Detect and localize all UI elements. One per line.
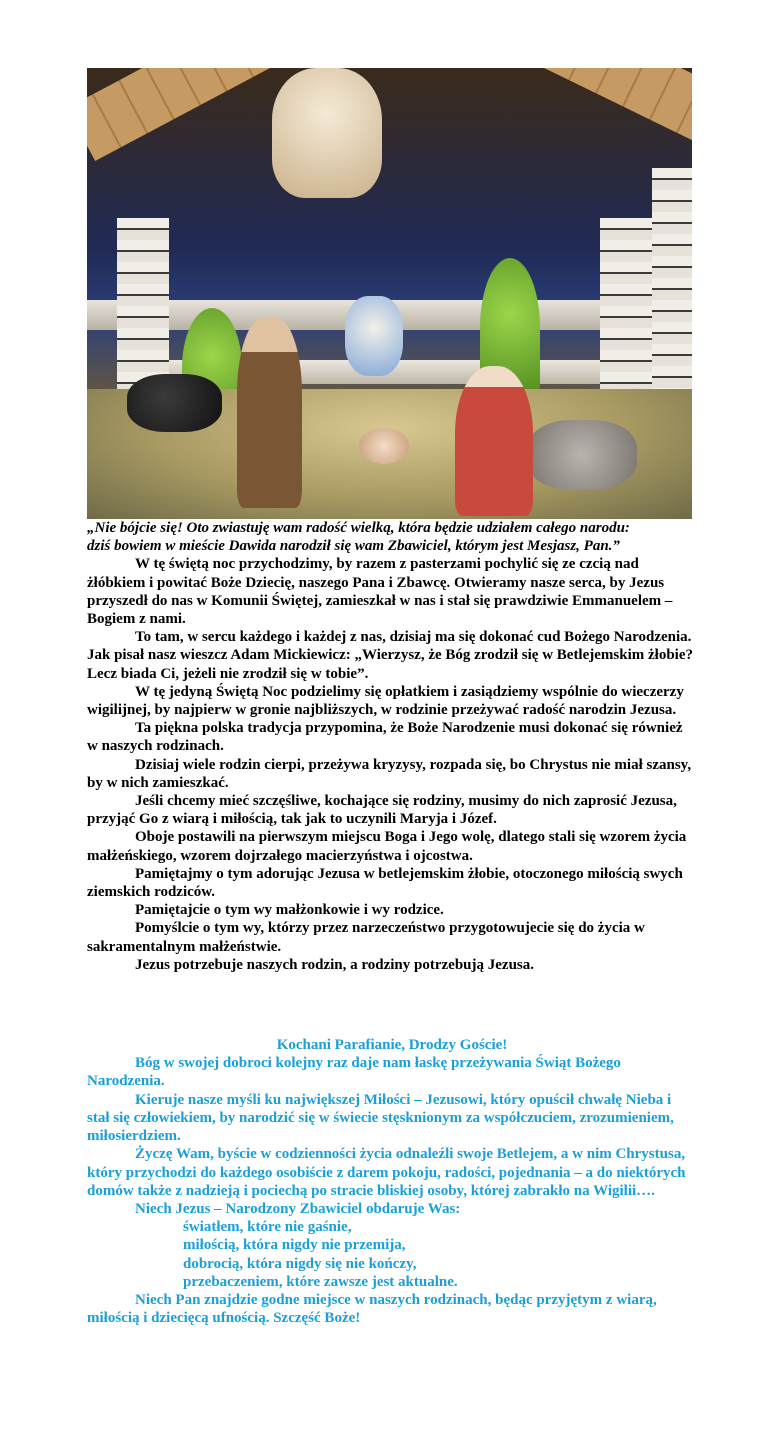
greeting-closing: Niech Pan znajdzie godne miejsce w naszych rodzinach, będąc przyjętym z wiarą, miłością i dziecięcą ufnością. Szczęść Boże!: [87, 1291, 657, 1327]
paragraph: Ta piękna polska tradycja przypomina, że Boże Narodzenie musi dokonać się również w naszych rodzinach.: [87, 720, 683, 755]
paragraph: Jezus potrzebuje naszych rodzin, a rodziny potrzebują Jezusa.: [135, 956, 535, 973]
paragraph: W tę świętą noc przychodzimy, by razem z pasterzami pochylić się ze czcią nad żłóbkiem i powitać Boże Dziecię, naszego Pana i Zbawcę. Otwieramy nasze serca, by Jezus przyszedł do nas w Komunii Świętej, zamieszkał w nas i stał się prawdziwie Emmanuelem – Bogiem z nami.: [87, 556, 673, 628]
greeting-section: [87, 1036, 697, 1327]
paragraph: Pomyślcie o tym wy, którzy przez narzeczeństwo przygotowujecie się do życia w sakramentalnym małżeństwie.: [87, 920, 645, 955]
roof-right: [354, 68, 692, 142]
wish-item: miłością, która nigdy nie przemija,: [183, 1237, 406, 1254]
joseph-figure: [237, 318, 302, 508]
donkey-figure: [527, 420, 637, 490]
paragraph: Pamiętajcie o tym wy małżonkowie i wy rodzice.: [135, 902, 444, 919]
homily-text: [87, 519, 697, 974]
greeting-paragraph: Życzę Wam, byście w codzienności życia odnaleźli swoje Betlejem, a w nim Chrystusa, który przychodzi do każdego osobiście z darem pokoju, radości, pojednania – a do niektórych domów także z nadzieją i pociechą po stracie bliskiej osoby, której zabrakło na Wigilii….: [87, 1146, 686, 1199]
paragraph: Pamiętajmy o tym adorując Jezusa w betlejemskim żłobie, otoczonego miłością swych ziemskich rodziców.: [87, 865, 683, 901]
greeting-paragraph: Bóg w swojej dobroci kolejny raz daje nam łaskę przeżywania Świąt Bożego Narodzenia.: [87, 1055, 621, 1090]
greeting-paragraph: Niech Jezus – Narodzony Zbawiciel obdaruje Was:: [135, 1200, 461, 1217]
wish-item: dobrocią, która nigdy się nie kończy,: [183, 1255, 417, 1272]
greeting-paragraph: Kieruje nasze myśli ku największej Miłości – Jezusowi, który opuścił chwałę Nieba i stał się człowiekiem, by narodzić się w świecie stęsknionym za współczuciem, zrozumieniem, miłosierdziem.: [87, 1091, 674, 1145]
mary-figure: [455, 366, 533, 516]
paragraph: W tę jedyną Świętą Noc podzielimy się opłatkiem i zasiądziemy wspólnie do wieczerzy wigilijnej, by najpierw w gronie najbliższych, w rodzinie przeżywać radość narodzin Jezusa.: [87, 683, 684, 719]
hanging-angel-figure: [272, 68, 382, 198]
wish-item: przebaczeniem, które zawsze jest aktualne.: [183, 1273, 458, 1290]
paragraph: Oboje postawili na pierwszym miejscu Boga i Jego wolę, dlatego stali się wzorem życia małżeńskiego, wzorem dojrzałego macierzyństwa i ojcostwa.: [87, 829, 687, 864]
paragraph: Dzisiaj wiele rodzin cierpi, przeżywa kryzysy, rozpada się, bo Chrystus nie miał szansy, by w nich zamieszkać.: [87, 756, 692, 791]
greeting-heading: Kochani Parafianie, Drodzy Goście!: [276, 1037, 508, 1054]
page: [87, 68, 697, 1327]
infant-jesus-figure: [359, 428, 409, 464]
scripture-quote-line: „Nie bójcie się! Oto zwiastuję wam radość wielką, która będzie udziałem całego narodu:: [87, 520, 630, 536]
ox-figure: [127, 374, 222, 432]
nativity-photo: [87, 68, 692, 519]
paragraph: To tam, w sercu każdego i każdej z nas, dzisiaj ma się dokonać cud Bożego Narodzenia. Jak pisał nasz wieszcz Adam Mickiewicz: „Wierzysz, że Bóg zrodził się w Betlejemskim żłobie? Lecz biada Ci, jeżeli nie zrodził się w tobie”.: [87, 629, 693, 682]
scripture-quote-line: dziś bowiem w mieście Dawida narodził się wam Zbawiciel, którym jest Mesjasz, Pan.”: [87, 538, 620, 555]
angel-figure: [345, 296, 403, 376]
wish-item: światłem, które nie gaśnie,: [183, 1219, 352, 1236]
paragraph: Jeśli chcemy mieć szczęśliwe, kochające się rodziny, musimy do nich zaprosić Jezusa, przyjąć Go z wiarą i miłością, tak jak to uczynili Maryja i Józef.: [87, 793, 677, 828]
